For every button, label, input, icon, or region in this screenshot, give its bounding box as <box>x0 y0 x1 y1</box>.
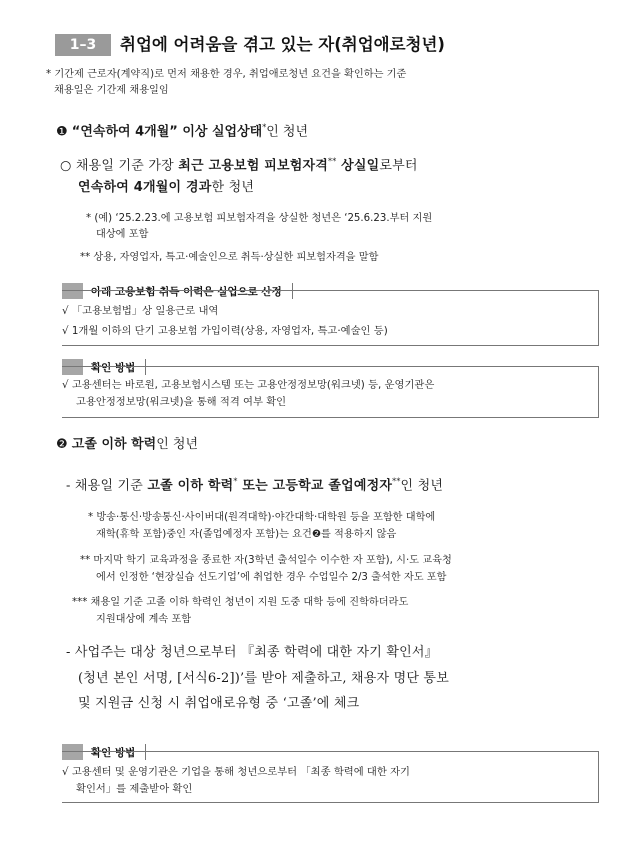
notes2-n2-line2: 에서 인정한 ‘현장실습 선도기업’에 취업한 경우 수업일수 2/3 출석한 자도 포함 <box>96 572 447 583</box>
box1-line2: √ 1개월 이하의 단기 고용보험 가입이력(상용, 자영업자, 특고·예술인 등) <box>62 325 388 337</box>
box2-line2: 고용안정정보망(워크넷)을 통해 적격 여부 확인 <box>76 396 287 408</box>
circle1-bullet: ○ <box>60 158 72 174</box>
item2-line <box>56 435 198 455</box>
item1-quoted: “연속하여 4개월” 이상 실업상태 <box>71 124 263 140</box>
box1-tag-label: 아래 고용보험 취득 이력은 실업으로 산정 <box>91 285 282 298</box>
item1-suffix: 인 청년 <box>266 124 309 140</box>
box3-tag-label: 확인 방법 <box>91 746 136 759</box>
intro-note-line2: 채용일은 기간제 채용일임 <box>54 85 169 96</box>
item1-marker: ❶ <box>56 124 68 140</box>
circle1-p1: 채용일 기준 가장 <box>75 158 179 174</box>
circle1-bold2: 상실일 <box>336 158 380 174</box>
dash1-bold1: 고졸 이하 학력 <box>147 478 234 494</box>
circle1-bold3: 연속하여 4개월이 경과 <box>78 180 212 195</box>
notes1-n1-line1: * (예) ‘25.2.23.에 고용보험 피보험자격을 상실한 청년은 ‘25.6.23.부터 지원 <box>86 213 433 224</box>
dash2-line3: 및 지원금 신청 시 취업애로유형 중 ‘고졸’에 체크 <box>78 696 360 711</box>
item1-line <box>56 118 308 142</box>
circle1-p3: 한 청년 <box>211 180 255 195</box>
dash1-p1: - 채용일 기준 <box>66 478 148 494</box>
box3-line2: 확인서」를 제출받아 확인 <box>76 783 193 795</box>
dash1-bold2: 또는 고등학교 졸업예정자 <box>237 478 393 494</box>
item2-suffix: 인 청년 <box>156 437 199 452</box>
dash1-sup2: ** <box>392 477 401 486</box>
notes1-n1-line2: 대상에 포함 <box>96 229 149 240</box>
dash2-line1: - 사업주는 대상 청년으로부터 『최종 학력에 대한 자기 확인서』 <box>66 645 438 660</box>
box1-line1: √ 「고용보험법」상 일용근로 내역 <box>62 305 219 317</box>
notes2-n3-line2: 지원대상에 계속 포함 <box>96 614 192 625</box>
dash1-sup1: * <box>233 477 238 486</box>
section-number-badge: 1–3 <box>55 34 111 56</box>
box3-line1: √ 고용센터 및 운영기관은 기업을 통해 청년으로부터 「최종 학력에 대한 자기 <box>62 766 410 778</box>
intro-note-line1: * 기간제 근로자(계약직)로 먼저 채용한 경우, 취업애로청년 요건을 확인하는 기준 <box>46 69 407 80</box>
circle1-line2 <box>78 176 254 200</box>
dash1-line <box>66 470 443 498</box>
dash1-p2: 인 청년 <box>400 478 444 494</box>
notes1-n2: ** 상용, 자영업자, 특고·예술인으로 취득·상실한 피보험자격을 말함 <box>80 252 379 263</box>
section-title: 취업에 어려움을 겪고 있는 자(취업애로청년) <box>120 35 445 54</box>
notes2-n3-line1: *** 채용일 기준 고졸 이하 학력인 청년이 지원 도중 대학 등에 진학하더라도 <box>72 597 409 608</box>
item2-bold: 고졸 이하 학력 <box>71 437 157 452</box>
dash2-line2: (청년 본인 서명, [서식6-2])’를 받아 제출하고, 채용자 명단 통보 <box>78 671 449 686</box>
circle1-line1 <box>60 150 418 178</box>
box2-tag-label: 확인 방법 <box>91 361 136 374</box>
circle1-sup1: ** <box>328 157 337 166</box>
circle1-p2: 로부터 <box>379 158 418 174</box>
box2-line1: √ 고용센터는 바로원, 고용보험시스템 또는 고용안정정보망(워크넷) 등, 운영기관은 <box>62 379 435 391</box>
circle1-bold1: 최근 고용보험 피보험자격 <box>178 158 328 174</box>
item2-marker: ❷ <box>56 437 68 452</box>
notes2-n2-line1: ** 마지막 학기 교육과정을 종료한 자(3학년 출석일수 이수한 자 포함), 시·도 교육청 <box>80 555 452 566</box>
notes2-n1-line1: * 방송·통신·방송통신·사이버대(원격대학)·야간대학·대학원 등을 포함한 대학에 <box>88 512 436 523</box>
notes2-n1-line2: 재학(휴학 포함)중인 자(졸업예정자 포함)는 요건❷를 적용하지 않음 <box>96 529 397 540</box>
item1-sup: * <box>262 123 267 132</box>
